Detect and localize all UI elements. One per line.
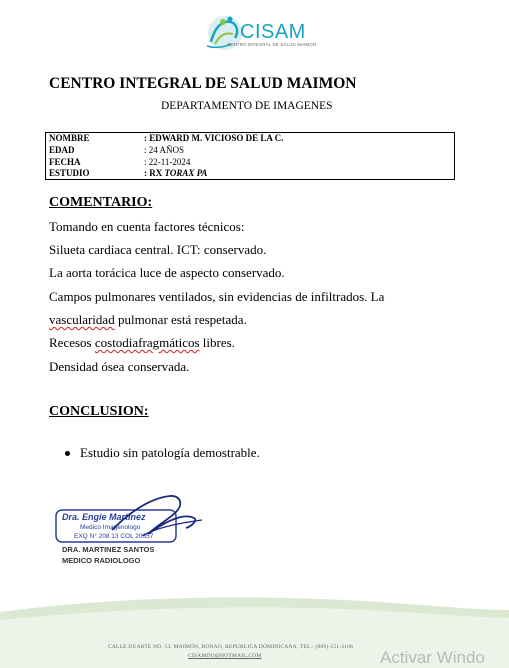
comment-line	[49, 312, 247, 328]
misspelled-word: costodiafragmáticos	[94, 335, 200, 350]
footer-email: CISAMDO@HOTMAIL.COM	[188, 653, 262, 659]
department-title: DEPARTAMENTO DE IMAGENES	[161, 100, 333, 112]
comment-line-rest: libres.	[199, 335, 235, 350]
logo-subtitle: CENTRO INTEGRAL DE SALUD MAIMON	[227, 42, 317, 47]
comment-heading: COMENTARIO:	[49, 195, 153, 210]
footer-address: CALLE DUARTE NO. 13, MAIMÓN, BONAO, REPUBLICA DOMINICANA, TEL.: (809)-551-2106	[108, 644, 354, 650]
comment-line-start: Recesos	[49, 335, 95, 350]
logo-text: CISAM	[240, 21, 306, 43]
doctor-name: DRA. MARTINEZ SANTOS	[62, 545, 155, 554]
doctor-title: MEDICO RADIOLOGO	[62, 556, 141, 565]
bullet-icon	[65, 451, 70, 456]
patient-info-box	[45, 132, 455, 180]
name-label: NOMBRE	[49, 133, 90, 143]
study-value: TORAX PA	[164, 168, 208, 178]
study-prefix: : RX	[144, 168, 165, 178]
age-value: : 24 AÑOS	[144, 145, 185, 155]
study-value-wrap	[144, 168, 207, 179]
comment-line: Silueta cardiaca central. ICT: conservado.	[49, 242, 267, 257]
age-label: EDAD	[49, 145, 75, 155]
comment-line: La aorta torácica luce de aspecto conservado.	[49, 265, 285, 280]
activation-watermark: Activar Windo	[380, 648, 485, 667]
comment-line: Tomando en cuenta factores técnicos:	[49, 219, 245, 234]
comment-line-rest: pulmonar está respetada.	[114, 312, 247, 327]
stamp-name: Dra. Engie Martinez	[62, 512, 146, 522]
date-label: FECHA	[49, 157, 81, 167]
stamp-exq: EXQ N° 208 13 COL 20357	[74, 533, 154, 540]
comment-line: Campos pulmonares ventilados, sin evidencias de infiltrados. La	[49, 289, 385, 304]
comment-line: Densidad ósea conservada.	[49, 359, 190, 374]
name-value: : EDWARD M. VICIOSO DE LA C.	[144, 133, 284, 143]
conclusion-heading: CONCLUSION:	[49, 404, 149, 419]
page-title: CENTRO INTEGRAL DE SALUD MAIMON	[49, 75, 357, 92]
date-value: : 22-11-2024	[144, 157, 191, 167]
study-label: ESTUDIO	[49, 168, 90, 178]
comment-line	[49, 335, 235, 351]
doctor-stamp	[52, 490, 212, 550]
misspelled-word: vascularidad	[49, 312, 115, 327]
conclusion-item: Estudio sin patología demostrable.	[80, 445, 260, 460]
stamp-role: Medico Imagenologo	[80, 524, 141, 531]
